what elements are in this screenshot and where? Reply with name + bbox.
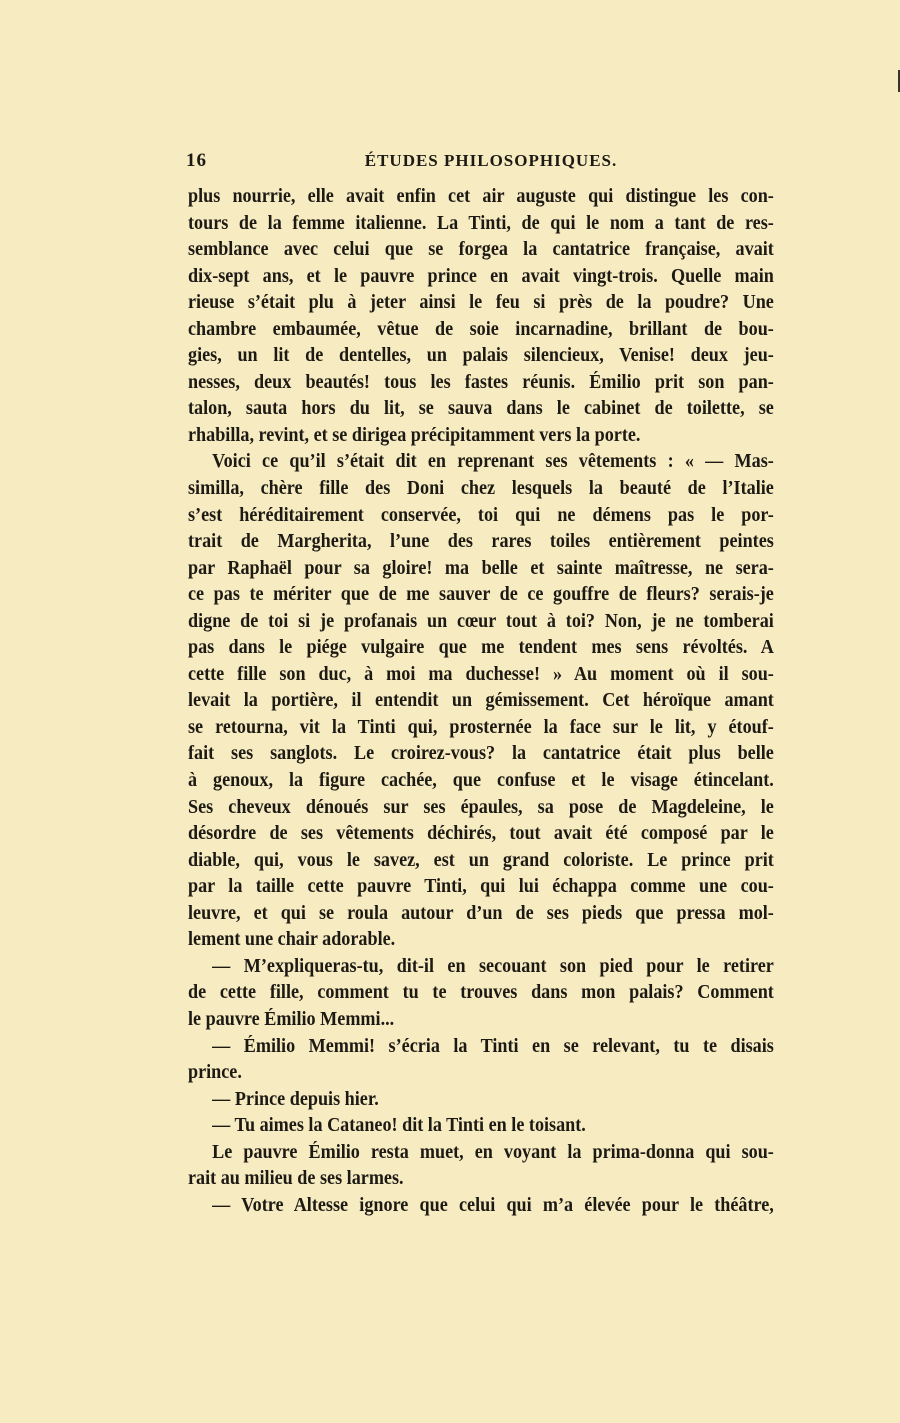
- running-header: [186, 150, 776, 176]
- text-line: rhabilla, revint, et se dirigea précipitamment vers la porte.: [188, 424, 641, 446]
- text-line: digne de toi si je profanais un cœur tout à toi? Non, je ne tomberai: [188, 610, 774, 632]
- text-line: — Émilio Memmi! s’écria la Tinti en se relevant, tu te disais: [212, 1035, 774, 1057]
- text-line: talon, sauta hors du lit, se sauva dans le cabinet de toilette, se: [188, 398, 774, 420]
- text-line: prince.: [188, 1062, 242, 1084]
- text-line: — Prince depuis hier.: [212, 1088, 379, 1110]
- text-line: désordre de ses vêtements déchirés, tout avait été composé par le: [188, 823, 774, 845]
- text-line: — Tu aimes la Cataneo! dit la Tinti en le toisant.: [212, 1115, 586, 1137]
- text-line: semblance avec celui que se forgea la cantatrice française, avait: [188, 239, 774, 261]
- running-title: ÉTUDES PHILOSOPHIQUES.: [364, 151, 618, 170]
- text-line: Voici ce qu’il s’était dit en reprenant ses vêtements : « — Mas-: [212, 451, 774, 473]
- text-line: lement une chair adorable.: [188, 929, 396, 951]
- text-line: à genoux, la figure cachée, que confuse et le visage étincelant.: [188, 770, 774, 792]
- text-line: levait la portière, il entendit un gémissement. Cet héroïque amant: [188, 690, 774, 712]
- text-line: par la taille cette pauvre Tinti, qui lui échappa comme une cou-: [188, 876, 774, 898]
- text-line: se retourna, vit la Tinti qui, prosternée la face sur le lit, y étouf-: [188, 716, 774, 738]
- text-line: le pauvre Émilio Memmi...: [188, 1008, 395, 1030]
- text-line: — M’expliqueras-tu, dit-il en secouant son pied pour le retirer: [212, 955, 774, 977]
- text-line: ce pas te mériter que de me sauver de ce gouffre de fleurs? serais-je: [188, 584, 774, 606]
- text-line: tours de la femme italienne. La Tinti, de qui le nom a tant de res-: [188, 212, 774, 234]
- text-line: nesses, deux beautés! tous les fastes réunis. Émilio prit son pan-: [188, 371, 774, 393]
- text-line: fait ses sanglots. Le croirez-vous? la cantatrice était plus belle: [188, 743, 774, 765]
- text-line: Le pauvre Émilio resta muet, en voyant la prima-donna qui sou-: [212, 1141, 774, 1163]
- text-line: dix-sept ans, et le pauvre prince en avait vingt-trois. Quelle main: [188, 265, 774, 287]
- text-line: pas dans le piége vulgaire que me tendent mes sens révoltés. A: [188, 637, 774, 659]
- text-line: chambre embaumée, vêtue de soie incarnadine, brillant de bou-: [188, 318, 774, 340]
- text-line: rieuse s’était plu à jeter ainsi le feu si près de la poudre? Une: [188, 292, 774, 314]
- text-line: s’est héréditairement conservée, toi qui ne démens pas le por-: [188, 504, 774, 526]
- text-line: rait au milieu de ses larmes.: [188, 1168, 404, 1190]
- text-line: gies, un lit de dentelles, un palais silencieux, Venise! deux jeu-: [188, 345, 774, 367]
- text-line: diable, qui, vous le savez, est un grand coloriste. Le prince prit: [188, 849, 774, 871]
- text-line: de cette fille, comment tu te trouves dans mon palais? Comment: [188, 982, 774, 1004]
- text-line: trait de Margherita, l’une des rares toiles entièrement peintes: [188, 531, 774, 553]
- text-line: Ses cheveux dénoués sur ses épaules, sa pose de Magdeleine, le: [188, 796, 774, 818]
- text-line: cette fille son duc, à moi ma duchesse! » Au moment où il sou-: [188, 663, 774, 685]
- page-number: 16: [186, 150, 207, 171]
- text-line: — Votre Altesse ignore que celui qui m’a élevée pour le théâtre,: [212, 1194, 774, 1216]
- text-line: leuvre, et qui se roula autour d’un de ses pieds que pressa mol-: [188, 902, 774, 924]
- text-line: plus nourrie, elle avait enfin cet air auguste qui distingue les con-: [188, 186, 774, 207]
- text-line: par Raphaël pour sa gloire! ma belle et sainte maîtresse, ne sera-: [188, 557, 774, 579]
- body-text: [188, 184, 774, 1219]
- text-line: similla, chère fille des Doni chez lesquels la beauté de l’Italie: [188, 478, 774, 500]
